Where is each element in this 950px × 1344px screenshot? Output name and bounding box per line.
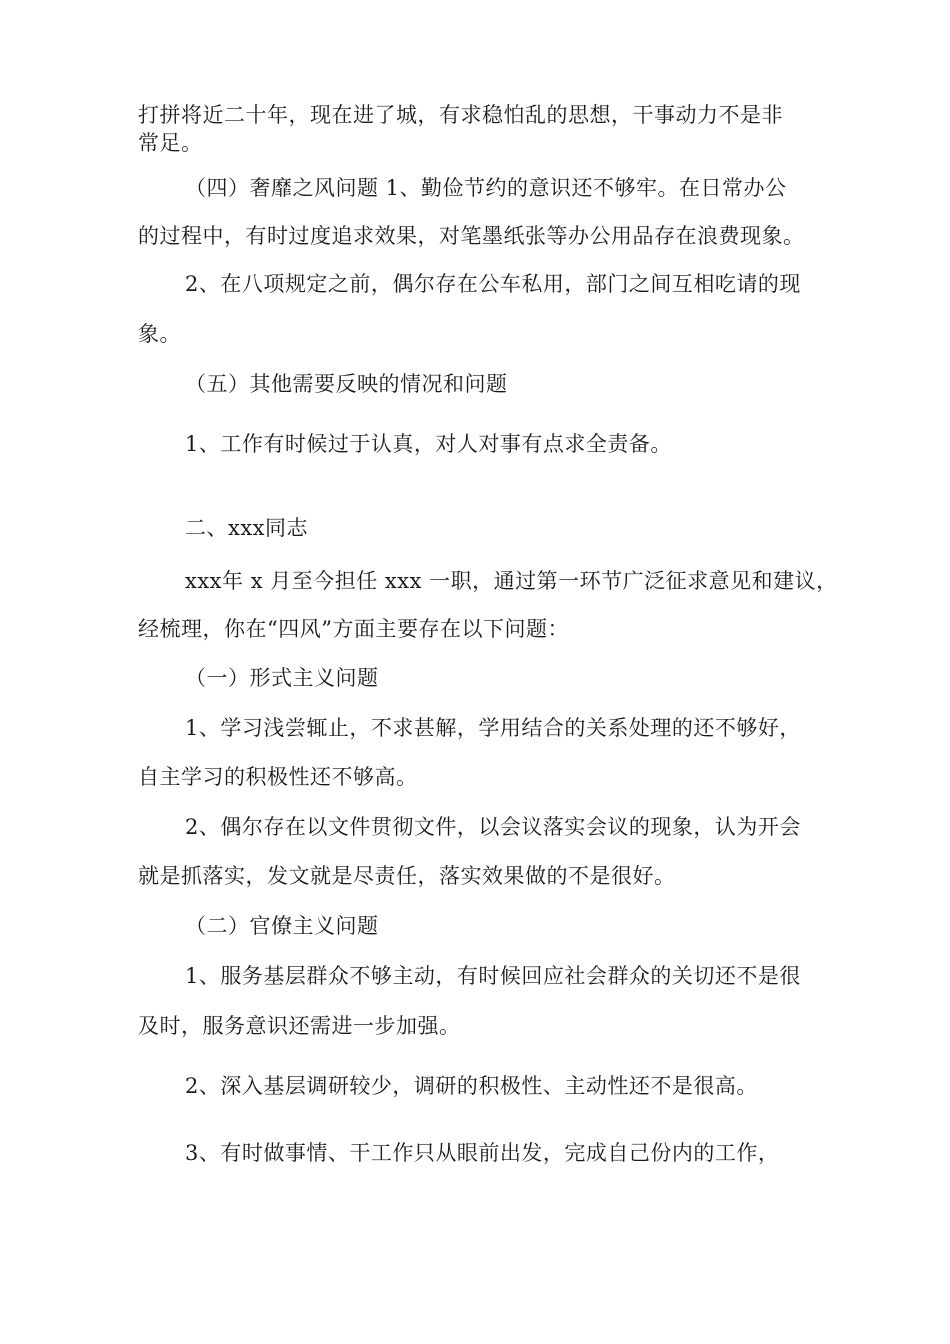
- section-heading: （一）形式主义问题: [185, 666, 379, 690]
- paragraph-line: 自主学习的积极性还不够高。: [138, 765, 418, 789]
- list-item-line: 2、深入基层调研较少，调研的积极性、主动性还不是很高。: [185, 1074, 758, 1098]
- paragraph-line: xxx年 x 月至今担任 xxx 一职，通过第一环节广泛征求意见和建议，: [185, 569, 838, 593]
- paragraph-line: 象。: [138, 322, 181, 346]
- main-heading: 二、xxx同志: [185, 516, 309, 540]
- list-item-line: 2、偶尔存在以文件贯彻文件，以会议落实会议的现象，认为开会: [185, 815, 801, 839]
- list-item-line: 1、工作有时候过于认真，对人对事有点求全责备。: [185, 432, 672, 456]
- paragraph-line: 的过程中，有时过度追求效果，对笔墨纸张等办公用品存在浪费现象。: [138, 224, 805, 248]
- section-heading: （二）官僚主义问题: [185, 914, 379, 938]
- paragraph-line: 经梳理，你在“四风”方面主要存在以下问题：: [138, 617, 569, 641]
- list-item-line: 1、服务基层群众不够主动，有时候回应社会群众的关切还不是很: [185, 964, 801, 988]
- list-item-line: 2、在八项规定之前，偶尔存在公车私用，部门之间互相吃请的现: [185, 272, 801, 296]
- section-heading-line: （四）奢靡之风问题 1、勤俭节约的意识还不够牢。在日常办公: [185, 176, 787, 200]
- list-item-line: 3、有时做事情、干工作只从眼前出发，完成自己份内的工作，: [185, 1141, 780, 1165]
- section-heading: （五）其他需要反映的情况和问题: [185, 372, 508, 396]
- paragraph-line: 常足。: [138, 131, 203, 155]
- list-item-line: 1、学习浅尝辄止，不求甚解，学用结合的关系处理的还不够好，: [185, 716, 801, 740]
- paragraph-line: 就是抓落实，发文就是尽责任，落实效果做的不是很好。: [138, 864, 676, 888]
- paragraph-line: 及时，服务意识还需进一步加强。: [138, 1014, 461, 1038]
- paragraph-line: 打拼将近二十年，现在进了城，有求稳怕乱的思想，干事动力不是非: [138, 103, 783, 127]
